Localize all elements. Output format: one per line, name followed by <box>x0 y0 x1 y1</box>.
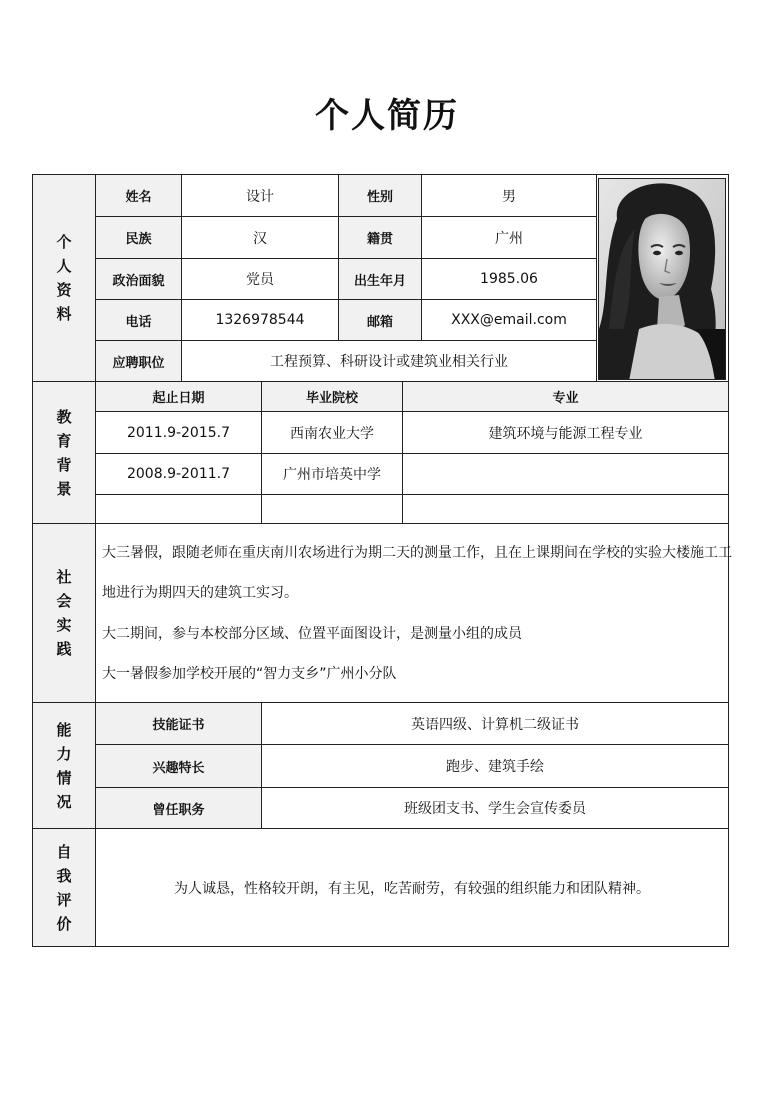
name-value: 设计 <box>181 174 339 217</box>
position-value: 工程预算、科研设计或建筑业相关行业 <box>181 340 597 382</box>
birth-value: 1985.06 <box>421 258 597 300</box>
portrait-image <box>599 179 726 380</box>
edu-row-major <box>402 494 729 524</box>
section-ability-label: 能力情况 <box>56 720 72 811</box>
section-practice <box>32 523 96 703</box>
edu-row-major <box>402 453 729 495</box>
gender-label: 性别 <box>338 174 422 217</box>
edu-row-school: 西南农业大学 <box>261 411 403 454</box>
practice-paragraph-2: 大二期间，参与本校部分区域、位置平面图设计，是测量小组的成员 <box>102 626 522 642</box>
section-self <box>32 828 96 947</box>
self-evaluation-text: 为人诚恳，性格较开朗，有主见，吃苦耐劳，有较强的组织能力和团队精神。 <box>95 828 729 947</box>
birth-label: 出生年月 <box>338 258 422 300</box>
email-value: XXX@email.com <box>421 299 597 341</box>
political-label: 政治面貌 <box>95 258 182 300</box>
section-personal-label: 个人资料 <box>56 233 72 323</box>
section-self-label: 自我评价 <box>56 842 72 933</box>
edu-header-dates: 起止日期 <box>95 381 262 412</box>
ability-value-skills: 英语四级、计算机二级证书 <box>261 702 729 745</box>
origin-label: 籍贯 <box>338 216 422 259</box>
edu-row-school <box>261 494 403 524</box>
gender-value: 男 <box>421 174 597 217</box>
ability-label-positions: 曾任职务 <box>95 787 262 829</box>
ability-value-positions: 班级团支书、学生会宣传委员 <box>261 787 729 829</box>
edu-header-school: 毕业院校 <box>261 381 403 412</box>
section-ability <box>32 702 96 829</box>
ability-label-hobbies: 兴趣特长 <box>95 744 262 788</box>
page-title: 个人简历 <box>315 96 459 136</box>
practice-paragraph-1-cont: 地进行为期四天的建筑工实习。 <box>102 585 298 601</box>
name-label: 姓名 <box>95 174 182 217</box>
edu-row-dates: 2011.9-2015.7 <box>95 411 262 454</box>
section-personal <box>32 174 96 382</box>
email-label: 邮箱 <box>338 299 422 341</box>
edu-row-dates: 2008.9-2011.7 <box>95 453 262 495</box>
practice-paragraph-1: 大三暑假，跟随老师在重庆南川农场进行为期二天的测量工作，且在上课期间在学校的实验大楼施工工 <box>102 545 732 561</box>
phone-value: 1326978544 <box>181 299 339 341</box>
edu-row-major: 建筑环境与能源工程专业 <box>402 411 729 454</box>
edu-header-major: 专业 <box>402 381 729 412</box>
section-education-label: 教育背景 <box>56 407 72 498</box>
ability-value-hobbies: 跑步、建筑手绘 <box>261 744 729 788</box>
edu-row-dates <box>95 494 262 524</box>
position-label: 应聘职位 <box>95 340 182 382</box>
edu-row-school: 广州市培英中学 <box>261 453 403 495</box>
section-education <box>32 381 96 524</box>
profile-photo <box>598 178 726 380</box>
section-practice-label: 社会实践 <box>56 568 72 658</box>
ability-label-skills: 技能证书 <box>95 702 262 745</box>
ethnicity-value: 汉 <box>181 216 339 259</box>
origin-value: 广州 <box>421 216 597 259</box>
ethnicity-label: 民族 <box>95 216 182 259</box>
phone-label: 电话 <box>95 299 182 341</box>
political-value: 党员 <box>181 258 339 300</box>
practice-paragraph-3: 大一暑假参加学校开展的“智力支乡”广州小分队 <box>102 666 397 682</box>
